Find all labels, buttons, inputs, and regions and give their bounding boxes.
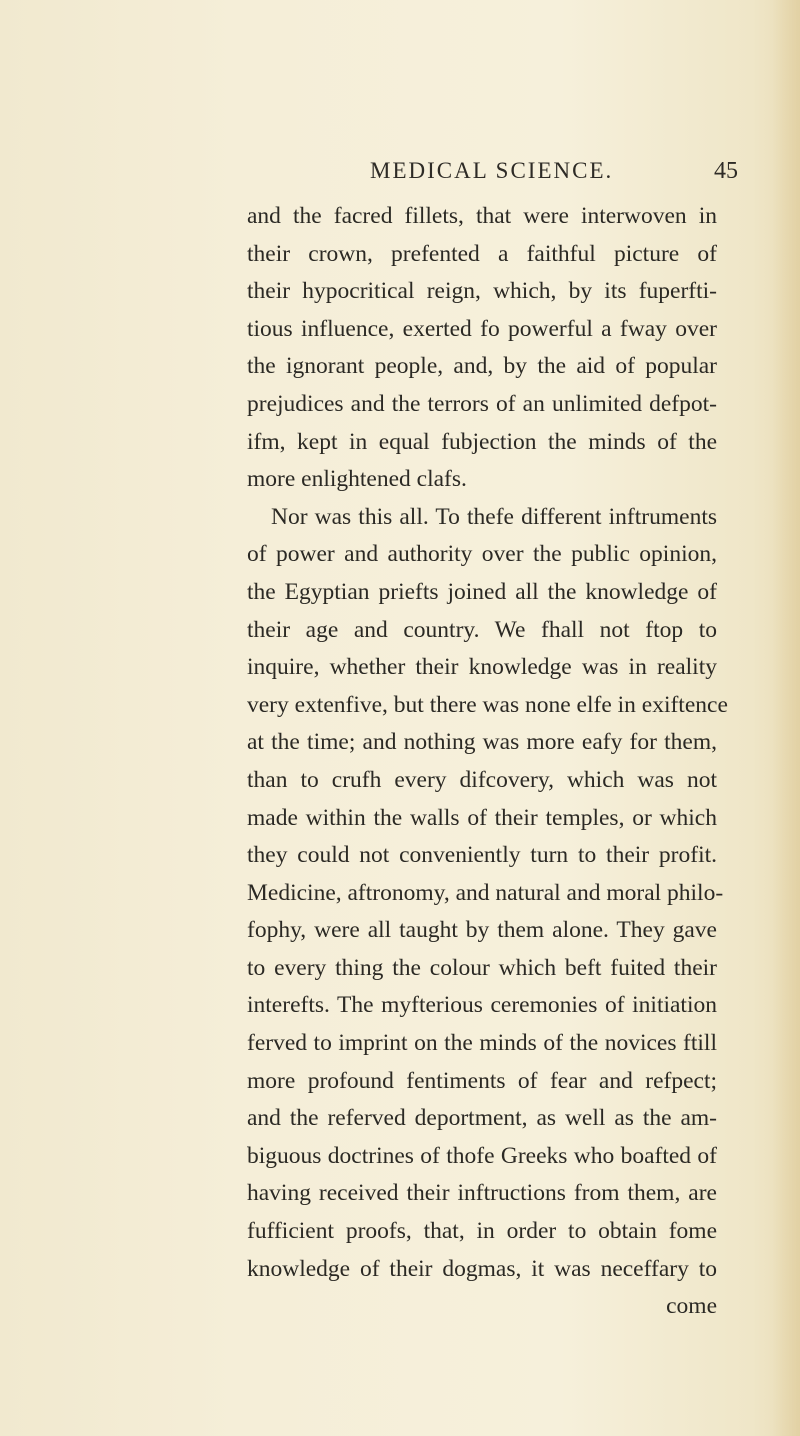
text-line: more profound fentiments of fear and refpect;: [247, 1067, 717, 1094]
text-line: inquire, whether their knowledge was in reality: [247, 654, 717, 681]
page-edge-shadow: [772, 0, 800, 1436]
text-line: their age and country. We fhall not ftop to: [247, 616, 717, 643]
text-line: to every thing the colour which beft fuited their: [247, 954, 717, 981]
text-line: the Egyptian priefts joined all the knowledge of: [247, 578, 717, 605]
text-line: they could not conveniently turn to their profit.: [247, 842, 717, 869]
text-line: than to crufh every difcovery, which was not: [247, 766, 717, 793]
text-line: interefts. The myfterious ceremonies of initiation: [247, 992, 717, 1019]
text-line: very extenfive, but there was none elfe in exiftence: [247, 691, 728, 718]
text-line: the ignorant people, and, by the aid of popular: [247, 353, 717, 380]
text-line: more enlightened clafs.: [247, 466, 467, 493]
text-line: fophy, were all taught by them alone. They gave: [247, 917, 717, 944]
running-head: MEDICAL SCIENCE.: [370, 158, 614, 183]
text-line: Nor was this all. To thefe different inftruments: [271, 503, 717, 530]
text-line: Medicine, aftronomy, and natural and moral philo-: [247, 879, 724, 906]
page-header: [0, 158, 800, 198]
body-text: [247, 198, 728, 1326]
text-line: their hypocritical reign, which, by its fuperfti-: [247, 278, 717, 305]
text-line: biguous doctrines of thofe Greeks who boafted of: [247, 1142, 717, 1169]
page-number: 45: [714, 158, 738, 184]
text-line: tious influence, exerted fo powerful a fway over: [247, 315, 717, 342]
text-line: and the referved deportment, as well as the am-: [247, 1105, 717, 1132]
text-line: knowledge of their dogmas, it was neceffary to: [247, 1255, 717, 1282]
text-line: of power and authority over the public opinion,: [247, 541, 717, 568]
text-line: ferved to imprint on the minds of the novices ftill: [247, 1030, 717, 1057]
text-line: having received their inftructions from them, are: [247, 1180, 717, 1207]
text-line: their crown, prefented a faithful picture of: [247, 240, 717, 267]
text-line: at the time; and nothing was more eafy for them,: [247, 729, 717, 756]
text-line: ifm, kept in equal fubjection the minds of the: [247, 428, 717, 455]
catchword: come: [666, 1293, 717, 1320]
text-line: made within the walls of their temples, or which: [247, 804, 717, 831]
text-line: and the facred fillets, that were interwoven in: [247, 203, 717, 229]
text-line: fufficient proofs, that, in order to obtain fome: [247, 1218, 717, 1245]
text-line: prejudices and the terrors of an unlimited defpot-: [247, 390, 717, 417]
